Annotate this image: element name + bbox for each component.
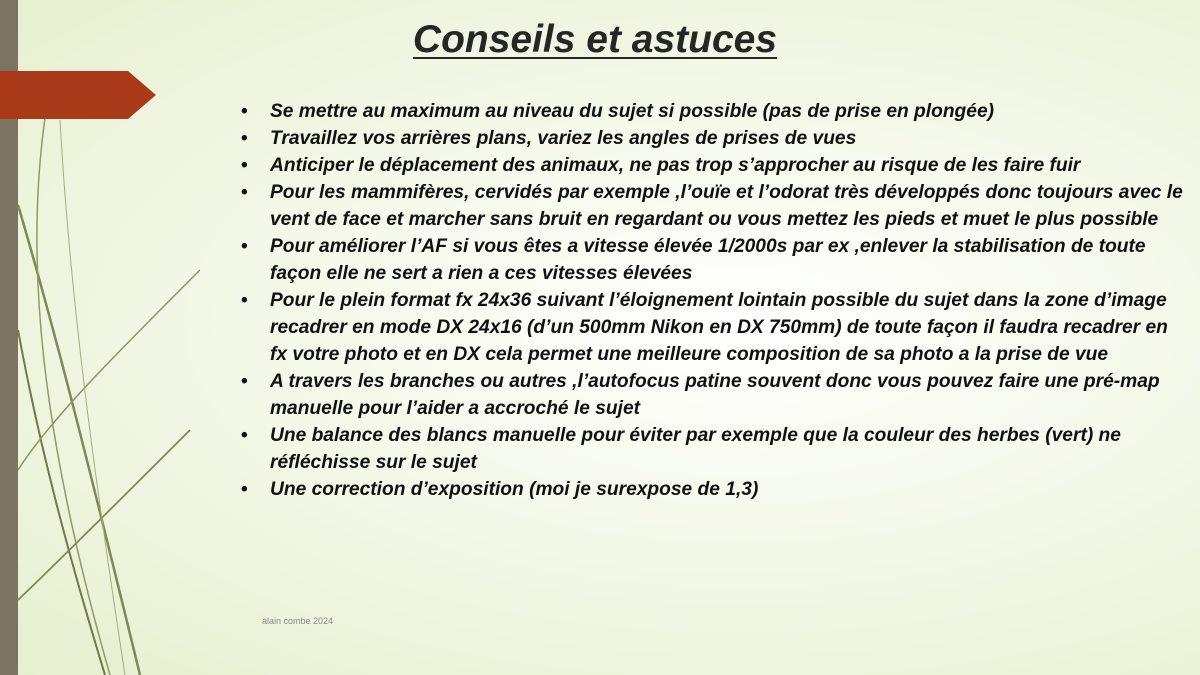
bullet-icon: •: [241, 236, 248, 257]
tip-text: Une correction d’exposition (moi je surexpose de 1,3): [270, 479, 759, 500]
list-item: [238, 368, 1188, 422]
list-item: [238, 125, 1188, 152]
tip-text: Travaillez vos arrières plans, variez les angles de prises de vues: [270, 128, 857, 149]
tips-list: [238, 98, 1188, 503]
tip-text: Pour le plein format fx 24x36 suivant l’éloignement lointain possible du sujet dans la zone d’image recadrer en mode DX 24x16 (d’un 500mm Nikon en DX 750mm) de toute façon il faudra recadrer en fx votre photo et en DX cela permet une meilleure composition de sa photo a la prise de vue: [270, 290, 1168, 365]
grass-line: [18, 205, 140, 675]
slide-title: Conseils et astuces: [412, 18, 778, 61]
arrow-accent-shape: [0, 71, 156, 119]
list-item: [238, 422, 1188, 476]
bullet-icon: •: [241, 101, 248, 122]
bullet-icon: •: [241, 155, 248, 176]
bullet-icon: •: [241, 290, 248, 311]
list-item: [238, 287, 1188, 368]
tip-text: Se mettre au maximum au niveau du sujet si possible (pas de prise en plongée): [270, 101, 995, 122]
list-item: [238, 179, 1188, 233]
tip-text: Une balance des blancs manuelle pour éviter par exemple que la couleur des herbes (vert) ne réfléchisse sur le sujet: [270, 425, 1121, 473]
tip-text: A travers les branches ou autres ,l’autofocus patine souvent donc vous pouvez faire une pré-map manuelle pour l’aider a accroché le sujet: [270, 371, 1160, 419]
list-item: [238, 233, 1188, 287]
grass-line: [37, 118, 110, 675]
list-item: [238, 476, 1188, 503]
list-item: [238, 98, 1188, 125]
tip-text: Pour les mammifères, cervidés par exemple ,l’ouïe et l’odorat très développés donc toujours avec le vent de face et marcher sans bruit en regardant ou vous mettez les pieds et muet le plus possible: [270, 182, 1183, 230]
author-footer: alain combe 2024: [262, 616, 334, 626]
bullet-icon: •: [241, 128, 248, 149]
bullet-icon: •: [241, 371, 248, 392]
list-item: [238, 152, 1188, 179]
grass-line: [18, 330, 105, 675]
bullet-icon: •: [241, 182, 248, 203]
tip-text: Pour améliorer l’AF si vous êtes a vitesse élevée 1/2000s par ex ,enlever la stabilisation de toute façon elle ne sert a rien a ces vitesses élevées: [270, 236, 1146, 284]
bullet-icon: •: [241, 479, 248, 500]
tip-text: Anticiper le déplacement des animaux, ne pas trop s’approcher au risque de les faire fuir: [270, 155, 1081, 176]
bullet-icon: •: [241, 425, 248, 446]
